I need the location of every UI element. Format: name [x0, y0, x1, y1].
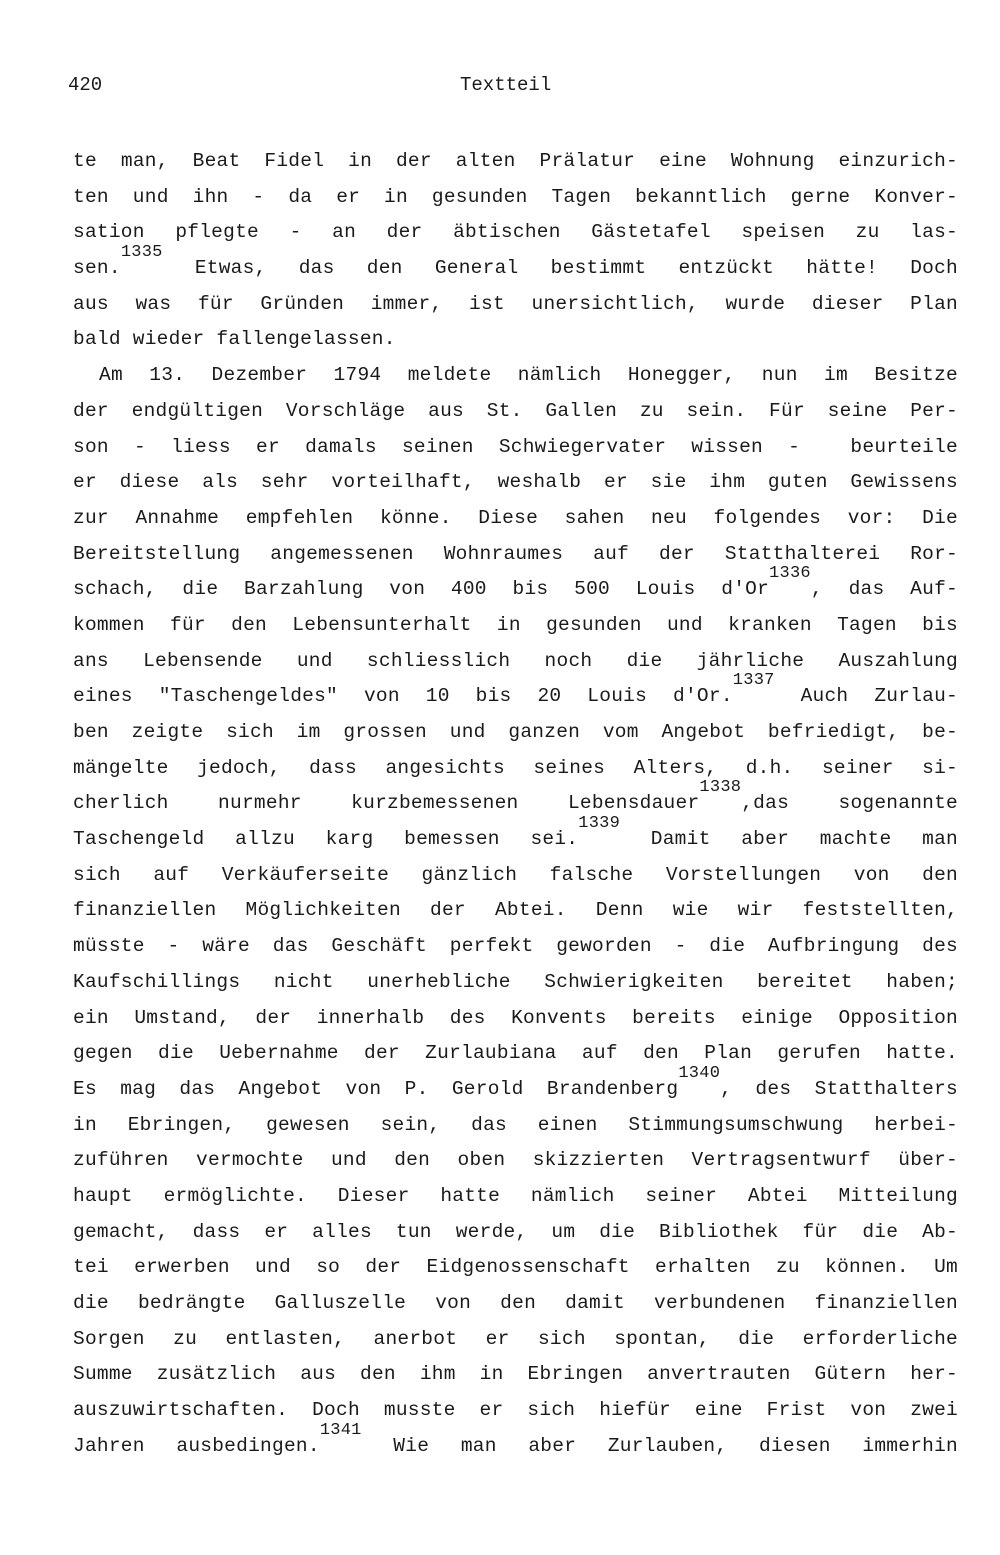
- text-line: [73, 1108, 958, 1144]
- text-run: Sorgen zu entlasten, anerbot er sich spontan, die erforderliche: [73, 1327, 958, 1350]
- footnote-ref: 1335: [120, 243, 163, 263]
- text-run: kommen für den Lebensunterhalt in gesunden und kranken Tagen bis: [73, 613, 958, 636]
- text-line: [73, 1357, 958, 1393]
- text-line: [73, 965, 958, 1001]
- text-line: [73, 322, 958, 358]
- text-run: Am 13. Dezember 1794 meldete nämlich Honegger, nun im Besitze: [99, 364, 958, 387]
- text-run: der endgültigen Vorschläge aus St. Gallen zu sein. Für seine Per-: [73, 399, 958, 422]
- text-line: [73, 715, 958, 751]
- text-run: Kaufschillings nicht unerhebliche Schwierigkeiten bereitet haben;: [73, 970, 958, 993]
- text-line: [73, 358, 958, 394]
- text-line: [73, 1286, 958, 1322]
- text-run: te man, Beat Fidel in der alten Prälatur eine Wohnung einzurich-: [73, 150, 958, 172]
- text-run: ein Umstand, der innerhalb des Konvents bereits einige Opposition: [73, 1006, 958, 1029]
- text-run: er diese als sehr vorteilhaft, weshalb er sie ihm guten Gewissens: [73, 471, 958, 494]
- text-run: son - liess er damals seinen Schwiegervater wissen - beurteile: [73, 435, 958, 458]
- text-run: sation pflegte - an der äbtischen Gästetafel speisen zu las-: [73, 221, 958, 244]
- text-run: Bereitstellung angemessenen Wohnraumes auf der Statthalterei Ror-: [73, 542, 958, 565]
- text-run: , des Statthalters: [720, 1077, 958, 1100]
- text-line: [73, 180, 958, 216]
- text-line: [73, 537, 958, 573]
- text-line: [73, 1393, 958, 1429]
- text-run: ben zeigte sich im grossen und ganzen vom Angebot befriedigt, be-: [73, 721, 958, 743]
- text-run: Jahren ausbedingen.: [73, 1434, 320, 1457]
- text-line: [73, 564, 958, 608]
- text-run: gegen die Uebernahme der Zurlaubiana auf den Plan gerufen hatte.: [73, 1042, 958, 1065]
- text-run: auszuwirtschaften. Doch musste er sich hiefür eine Frist von zwei: [73, 1399, 958, 1422]
- text-line: [73, 778, 959, 822]
- text-run: tei erwerben und so der Eidgenossenschaft erhalten zu können. Um: [73, 1256, 958, 1279]
- text-run: cherlich nurmehr kurzbemessenen Lebensdauer: [73, 792, 700, 815]
- text-line: [73, 929, 958, 965]
- text-run: Damit aber machte man: [620, 828, 958, 851]
- text-run: Es mag das Angebot von P. Gerold Brandenberg: [73, 1077, 679, 1100]
- text-line: [73, 394, 958, 430]
- text-line: [73, 1036, 958, 1072]
- footnote-ref: 1338: [699, 778, 742, 798]
- text-run: sich auf Verkäuferseite gänzlich falsche Vorstellungen von den: [73, 863, 958, 886]
- text-run: zuführen vermochte und den oben skizzierten Vertragsentwurf über-: [73, 1149, 958, 1172]
- page-header: [68, 74, 948, 102]
- footnote-ref: 1341: [319, 1420, 362, 1440]
- text-line: [73, 144, 958, 180]
- body-text: [73, 144, 958, 1464]
- text-line: [73, 1250, 958, 1286]
- text-run: Etwas, das den General bestimmt entzückt hätte! Doch: [162, 257, 958, 280]
- text-line: [73, 644, 958, 680]
- text-line: [73, 1420, 959, 1465]
- text-run: in Ebringen, gewesen sein, das einen Stimmungsumschwung herbei-: [73, 1113, 958, 1136]
- text-line: [73, 893, 958, 929]
- text-run: schach, die Barzahlung von 400 bis 500 Louis d'Or: [73, 578, 770, 601]
- text-line: [73, 671, 958, 715]
- text-run: Taschengeld allzu karg bemessen sei.: [73, 828, 579, 851]
- text-run: Wie man aber Zurlauben, diesen immerhin: [361, 1434, 959, 1457]
- text-run: aus was für Gründen immer, ist unersichtlich, wurde dieser Plan: [73, 292, 958, 315]
- footnote-ref: 1336: [769, 564, 811, 584]
- text-run: ten und ihn - da er in gesunden Tagen bekanntlich gerne Konver-: [73, 185, 958, 208]
- text-line: [73, 1001, 958, 1037]
- text-run: Summe zusätzlich aus den ihm in Ebringen anvertrauten Gütern her-: [73, 1363, 958, 1386]
- text-run: Auch Zurlau-: [774, 685, 958, 708]
- text-line: [73, 1143, 958, 1179]
- text-run: sen.: [73, 257, 121, 280]
- text-run: müsste - wäre das Geschäft perfekt geworden - die Aufbringung des: [73, 935, 958, 958]
- running-head: Textteil: [460, 74, 552, 96]
- page-number: 420: [68, 74, 103, 96]
- text-line: [73, 1322, 958, 1358]
- text-line: [73, 1179, 958, 1215]
- text-run: haupt ermöglichte. Dieser hatte nämlich seiner Abtei Mitteilung: [73, 1184, 958, 1207]
- footnote-ref: 1340: [678, 1063, 721, 1083]
- text-line: [73, 751, 958, 787]
- text-line: [73, 430, 958, 466]
- text-run: ans Lebensende und schliesslich noch die jährliche Auszahlung: [73, 649, 958, 672]
- text-line: [73, 215, 958, 251]
- text-run: mängelte jedoch, dass angesichts seines Alters, d.h. seiner si-: [73, 756, 958, 779]
- text-line: [73, 1215, 958, 1251]
- text-run: ,das sogenannte: [741, 792, 959, 815]
- text-line: [73, 1063, 958, 1108]
- text-line: [73, 501, 958, 537]
- text-run: eines "Taschengeldes" von 10 bis 20 Louis d'Or.: [73, 685, 733, 708]
- text-line: [73, 243, 958, 287]
- text-line: [73, 465, 958, 501]
- text-run: die bedrängte Galluszelle von den damit verbundenen finanziellen: [73, 1292, 958, 1314]
- text-run: gemacht, dass er alles tun werde, um die Bibliothek für die Ab-: [73, 1220, 958, 1243]
- text-line: [73, 814, 958, 858]
- text-line: [73, 608, 958, 644]
- text-run: zur Annahme empfehlen könne. Diese sahen neu folgendes vor: Die: [73, 506, 958, 529]
- text-line: [73, 858, 958, 894]
- text-line: [73, 287, 958, 323]
- text-run: , das Auf-: [810, 578, 958, 601]
- text-run: finanziellen Möglichkeiten der Abtei. Denn wie wir feststellten,: [73, 899, 958, 922]
- footnote-ref: 1337: [732, 671, 775, 691]
- footnote-ref: 1339: [578, 814, 621, 834]
- text-run: bald wieder fallengelassen.: [73, 328, 396, 351]
